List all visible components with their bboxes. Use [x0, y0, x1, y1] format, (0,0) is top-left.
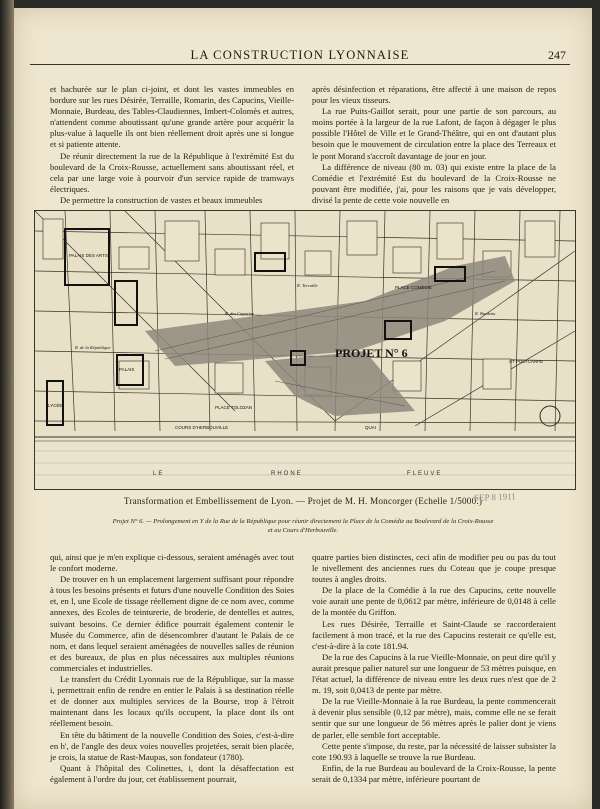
figure-caption: Transformation et Embellissement de Lyon. — Projet de M. H. Moncorger (Echelle 1/5000.): [123, 496, 483, 506]
page-number: 247: [548, 48, 566, 62]
map-label-st-polycarpe: ST POLYCARPE: [509, 359, 544, 364]
subcaption-line: et au Cours d'Herbouville.: [267, 527, 339, 534]
map-label-palais-des-arts: PALAIS DES ARTS: [69, 253, 108, 258]
paragraph: après désinfection et réparations, être affecté à une maison de repos pour les vieux tisseurs.: [312, 84, 556, 106]
text-column-bottom-left: [50, 552, 294, 785]
map-label-palais: PALAIS: [119, 367, 135, 372]
map-label-projet: PROJET N° 6: [335, 346, 408, 360]
document-page: [14, 8, 592, 809]
map-drawing: [35, 211, 575, 489]
map-label-cours-herbouville: COURS D'HERBOUVILLE: [175, 425, 229, 430]
paragraph: De la rue Vieille-Monnaie à la rue Burdeau, la pente commencerait à devenir plus sensible (0,12 par mètre), mais, comme elle ne se ferait sentir que sur une longueur de 56 mètres après le palier dont je viens de parler, elle semble fort acceptable.: [312, 696, 556, 740]
paragraph: De trouver en h un emplacement largement suffisant pour répondre à tous les besoins présents et futurs d'une nouvelle Condition des Soies et, en l, une Ecole de tissage réellement digne de ce nom avec, comme annexes, des Ecoles de teinturerie, de broderie, de dentelles et autres, suivant besoins. Ce dernier édifice pourrait également contenir le Musée du Commerce, afin de désencombrer d'autant le Palais de ce nom, et dans lequel seraient aménagées de nouvelles salles de réunion et des bureaux, de plus en plus nécessaires aux multiples réunions commerciales et industrielles.: [50, 574, 294, 673]
map-label-lycee: LYCÉE: [48, 403, 63, 408]
paragraph: Quant à l'hôpital des Colinettes, i, dont la désaffectation est également à l'ordre du jour, cet établissement pourrait,: [50, 762, 294, 784]
paragraph: De la rue des Capucins à la rue Vieille-Monnaie, on peut dire qu'il y aurait presque palier naturel sur une longueur de 53 mètres puisque, en l'état actuel, la différence de niveau entre les deux rues n'est que de 2 m. 19, soit 0,0413 de pente par mètre.: [312, 651, 556, 696]
text-column-top-right: [312, 84, 556, 206]
map-label-republique: R. de la République: [75, 345, 111, 350]
text-column-top-left: [50, 84, 294, 206]
map-label-rue-terraille: R. Terraille: [297, 283, 318, 288]
figure-subcaption: [74, 517, 532, 535]
map-label-rue-des-capucins: R. des Capucins: [225, 311, 255, 316]
paragraph: La différence de niveau (80 m. 03) qui existe entre la place de la Comédie et l'extrémité Est du boulevard de la Croix-Rousse ne pouvant être modifiée, j'ai, pour les raisons que je vais développer, divisé la pente de cette voie nouvelle en: [312, 161, 556, 205]
page-header: [30, 48, 570, 65]
paragraph: De réunir directement la rue de la République à l'extrémité Est du boulevard de la Croix-Rousse, actuellement sans aboutissant réel, et cela par une large voie à pourvoir d'un service rapide de tramways électriques.: [50, 150, 294, 194]
running-title: LA CONSTRUCTION LYONNAISE: [190, 48, 410, 62]
map-label-place-tolozan: PLACE TOLOZAN: [215, 405, 253, 410]
paragraph: De la place de la Comédie à la rue des Capucins, cette nouvelle voie aurait une pente de 0,0612 par mètre, inférieure de 0,0148 à celle de la montée du Griffon.: [312, 585, 556, 618]
city-plan-map: [34, 210, 576, 490]
paragraph: qui, ainsi que je m'en explique ci-dessous, seraient aménagés avec tout le confort moderne.: [50, 552, 294, 574]
map-label-quai: QUAI: [365, 425, 377, 430]
map-label-le: LE: [153, 471, 165, 477]
paragraph: La rue Puits-Gaillot serait, pour une partie de son parcours, au moins portée à la largeur de la rue Lafont, de façon à dégager le plus possible l'Hôtel de Ville et le Grand-Théâtre, qui en ont d'autant plus besoin que le mouvement de circulation entre la place des Terreaux et le pont Morand s'accroît davantage de jour en jour.: [312, 106, 556, 161]
map-label-place-comedie: PLACE COMÉDIE: [395, 285, 433, 290]
map-label-fleuve: FLEUVE: [407, 471, 443, 477]
paragraph: Les rues Désirée, Terraille et Saint-Claude se raccorderaient facilement à mon tracé, et la rue des Capucins resterait ce qu'elle est, c'est-à-dire à la cote 181.94.: [312, 618, 556, 651]
paragraph: Le transfert du Crédit Lyonnais rue de la République, sur la masse i, permettrait enfin de rendre en entier le Palais à sa destination réelle et de donner aux multiples services de la Bourse, trop à l'étroit maintenant dans les locaux qu'ils occupent, la place dont ils ont réellement besoin.: [50, 674, 294, 729]
paragraph: et hachurée sur le plan ci-joint, et dont les vastes immeubles en bordure sur les rues Désirée, Terraille, Romarin, des Capucins, Vieille-Monnaie, Burdeau, des Tables-Claudiennes, Imbert-Colomès et autres, n'attendent comme aboutissant qu'une grande artère pour acquérir la plus-value à laquelle ils ont bien réellement droit après une si longue et si patiente attente.: [50, 84, 294, 150]
paragraph: Cette pente s'impose, du reste, par la nécessité de laisser subsister la cote 190.93 à laquelle se trouve la rue Burdeau.: [312, 740, 556, 762]
library-stamp: SEP 8 1911: [473, 491, 517, 503]
binding-gutter: [0, 0, 14, 809]
subcaption-line: Projet N° 6. — Prolongement en Y de la Rue de la République pour réunir directement la Place de la Comédie au Boulevard de la Croix-Rousse: [112, 518, 494, 525]
map-label-rue-burdeau: R. Burdeau: [475, 311, 496, 316]
paragraph: En tête du bâtiment de la nouvelle Condition des Soies, c'est-à-dire en h', de l'angle des deux voies nouvelles projetées, serait bien placée, je crois, la statue de Rast-Maupas, son fondateur (1780).: [50, 729, 294, 762]
paragraph: De permettre la construction de vastes et beaux immeubles: [60, 194, 263, 205]
paragraph: Enfin, de la rue Burdeau au boulevard de la Croix-Rousse, la pente serait de 0,1334 par mètre, inférieure pourtant de: [312, 762, 556, 784]
paragraph: quatre parties bien distinctes, ceci afin de modifier peu ou pas du tout le nivellement des anciennes rues du Coteau que je coupe presque toutes à angles droits.: [312, 552, 556, 585]
map-label-rhone: RHONE: [271, 471, 303, 477]
text-column-bottom-right: [312, 552, 556, 785]
